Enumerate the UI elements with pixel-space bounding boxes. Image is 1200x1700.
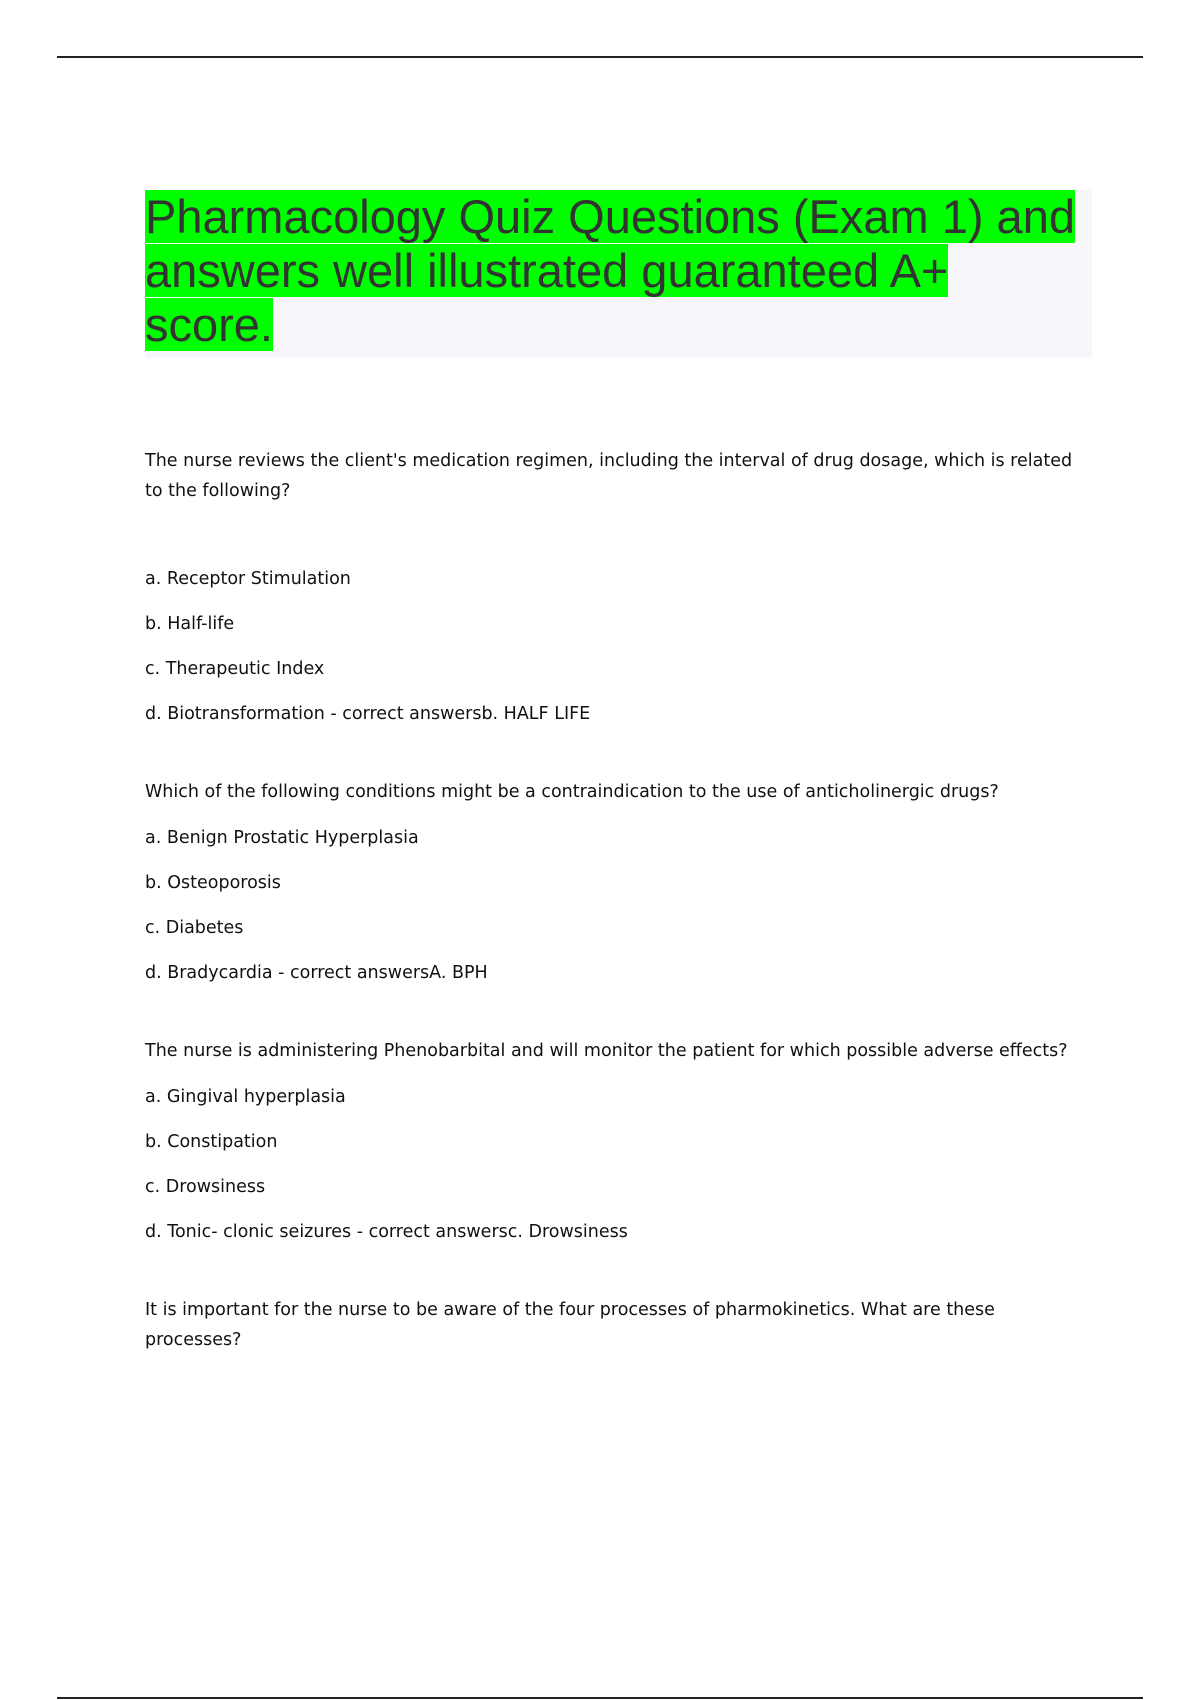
option-c: c. Diabetes	[145, 918, 244, 938]
question-text: The nurse reviews the client's medication regimen, including the interval of drug dosage, which is related to the following?	[145, 451, 1073, 501]
question-4	[145, 1295, 1095, 1355]
question-text: It is important for the nurse to be aware of the four processes of pharmokinetics. What are these processes?	[145, 1300, 995, 1350]
option-a: a. Receptor Stimulation	[145, 569, 351, 589]
question-text: The nurse is administering Phenobarbital and will monitor the patient for which possible adverse effects?	[145, 1041, 1068, 1061]
option-d-answer: d. Biotransformation - correct answersb. HALF LIFE	[145, 704, 591, 724]
option-b: b. Constipation	[145, 1132, 278, 1152]
option-b: b. Half-life	[145, 614, 235, 634]
option-d-answer: d. Bradycardia - correct answersA. BPH	[145, 963, 488, 983]
question-1	[145, 446, 1095, 729]
option-a: a. Benign Prostatic Hyperplasia	[145, 828, 419, 848]
option-a: a. Gingival hyperplasia	[145, 1087, 346, 1107]
title-block	[145, 190, 1092, 358]
question-3	[145, 1036, 1095, 1247]
option-b: b. Osteoporosis	[145, 873, 281, 893]
top-rule	[57, 56, 1143, 58]
option-c: c. Therapeutic Index	[145, 659, 325, 679]
quiz-content	[145, 446, 1095, 1355]
question-2	[145, 777, 1095, 988]
question-text: Which of the following conditions might be a contraindication to the use of anticholinergic drugs?	[145, 782, 999, 802]
bottom-rule	[57, 1697, 1143, 1699]
document-title	[145, 190, 1075, 352]
title-highlight: Pharmacology Quiz Questions (Exam 1) and answers well illustrated guaranteed A+ score.	[145, 190, 1075, 351]
option-d-answer: d. Tonic- clonic seizures - correct answersc. Drowsiness	[145, 1222, 628, 1242]
option-c: c. Drowsiness	[145, 1177, 266, 1197]
